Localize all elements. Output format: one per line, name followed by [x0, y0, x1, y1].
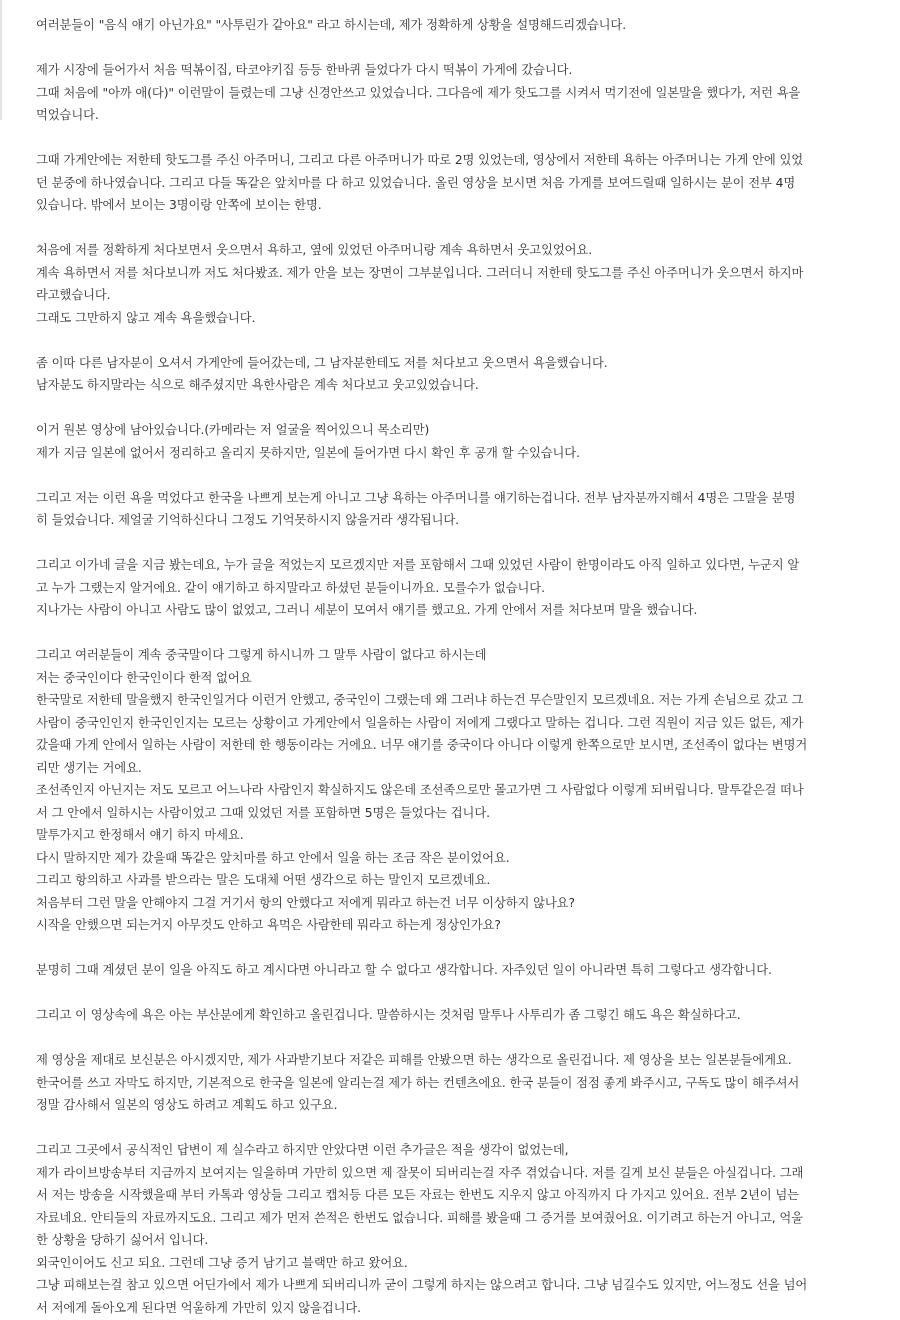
text-line: 지나가는 사람이 아니고 사람도 많이 없었고, 그러니 세분이 모여서 얘기를 했고요. 가게 안에서 저를 처다보며 말을 했습니다.	[36, 603, 698, 617]
paragraph-spacer	[36, 217, 856, 240]
text-line: 그리고 여러분들이 계속 중국말이다 그렇게 하시니까 그 말투 사람이 없다고 하시는데	[36, 648, 487, 662]
text-line: 좀 이따 다른 남자분이 오셔서 가게안에 들어갔는데, 그 남자분한테도 저를 처다보고 웃으면서 욕을했습니다.	[36, 355, 608, 370]
paragraph-spacer	[36, 37, 856, 60]
text-line: 있습니다. 밖에서 보이는 3명이랑 안쪽에 보이는 한명.	[36, 198, 322, 212]
text-line: 고 누가 그랬는지 알거에요. 같이 얘기하고 하지말라고 하셨던 분들이니까요. 모를수가 없습니다.	[36, 580, 545, 595]
text-line: 그리고 이 영상속에 욕은 아는 부산분에게 확인하고 올린겁니다. 말씀하시는 것처럼 말투나 사투리가 좀 그렇긴 해도 욕은 확실하다고.	[36, 1008, 741, 1022]
text-line: 그리고 이가네 글을 지금 봤는데요, 누가 글을 적었는지 모르겠지만 저를 포함해서 그때 있었던 사람이 한명이라도 아직 일하고 있다면, 누군지 알	[36, 558, 800, 572]
paragraph-spacer	[36, 1027, 856, 1050]
text-line: 그때 가게안에는 저한테 핫도그를 주신 아주머니, 그리고 다른 아주머니가 따로 2명 있었는데, 영상에서 저한테 욕하는 아주머니는 가게 안에 있었	[36, 153, 804, 167]
paragraph-spacer	[36, 464, 856, 487]
paragraph-spacer	[36, 532, 856, 555]
text-line: 처음에 저를 정확하게 처다보면서 웃으면서 욕하고, 옆에 있었던 아주머니랑 계속 욕하면서 웃고있었어요.	[36, 243, 593, 257]
post-body	[36, 14, 856, 1319]
paragraph-spacer	[36, 127, 856, 150]
text-line: 그냥 피해보는걸 참고 있으면 어딘가에서 제가 나쁘게 되버리니까 굳이 그렇게 하지는 않으려고 합니다. 그냥 넘길수도 있지만, 어느정도 선을 넘어	[36, 1278, 808, 1292]
paragraph-spacer	[36, 397, 856, 420]
text-line: 처음부터 그런 말을 안해야지 그걸 거기서 항의 안했다고 저에게 뭐라고 하는건 너무 이상하지 않나요?	[36, 895, 575, 910]
text-line: 외국인이어도 신고 되요. 그런데 그냥 증거 남기고 블랙만 하고 왔어요.	[36, 1255, 408, 1270]
text-line: 그리고 저는 이런 욕을 먹었다고 한국을 나쁘게 보는게 아니고 그냥 욕하는 아주머니를 얘기하는겁니다. 전부 남자분까지해서 4명은 그말을 분명	[36, 490, 796, 505]
text-line: 제가 라이브방송부터 지금까지 보여지는 일을하며 가만히 있으면 제 잘못이 되버리는걸 자주 겪었습니다. 저를 길게 보신 분들은 아실겁니다. 그래	[36, 1165, 804, 1180]
text-line: 먹었습니다.	[36, 108, 99, 122]
text-line: 여러분들이 "음식 얘기 아닌가요" "사투린가 같아요" 라고 하시는데, 제가 정확하게 상황을 설명해드리겠습니다.	[36, 18, 627, 32]
text-line: 저는 중국인이다 한국인이다 한적 없어요	[36, 670, 252, 685]
text-line: 갔을때 가게 안에서 일하는 사람이 저한테 한 행동이라는 거에요. 너무 얘기를 중국이다 아니다 이렇게 한쪽으로만 보시면, 조선족이 없다는 변명거	[36, 738, 808, 752]
text-line: 이거 원본 영상에 남아있습니다.(카메라는 저 얼굴을 찍어있으니 목소리만)	[36, 423, 430, 437]
text-line: 그리고 그곳에서 공식적인 답변이 제 실수라고 하지만 안았다면 이런 추가글은 적을 생각이 없었는데,	[36, 1143, 569, 1157]
paragraph-spacer	[36, 982, 856, 1005]
text-line: 계속 욕하면서 저를 처다보니까 저도 처다봤죠. 제가 안을 보는 장면이 그부분입니다. 그러더니 저한테 핫도그를 주신 아주머니가 웃으면서 하지마	[36, 265, 804, 280]
paragraph-spacer	[36, 329, 856, 352]
text-line: 한국말로 저한테 말을했지 한국인일거다 이런거 안했고, 중국인이 그랬는데 왜 그러냐 하는건 무슨말인지 모르겠네요. 저는 가게 손님으로 갔고 그	[36, 693, 804, 707]
text-line: 그리고 항의하고 사과를 받으라는 말은 도대체 어떤 생각으로 하는 말인지 모르겠네요.	[36, 873, 491, 887]
paragraph-spacer	[36, 937, 856, 960]
text-line: 제 영상을 제대로 보신분은 아시겠지만, 제가 사과받기보다 저같은 피해를 안봤으면 하는 생각으로 올린겁니다. 제 영상을 보는 일본분들에게요.	[36, 1053, 792, 1067]
text-line: 남자분도 하지말라는 식으로 해주셨지만 욕한사람은 계속 처다보고 웃고있었습니다.	[36, 378, 479, 392]
text-line: 서 저는 방송을 시작했을때 부터 카톡과 영상들 그리고 캡처등 다른 모든 자료는 한번도 지우지 않고 아직까지 다 가지고 있어요. 전부 2년이 넘는	[36, 1188, 799, 1202]
text-line: 분명히 그때 계셨던 분이 일을 아직도 하고 계시다면 아니라고 할 수 없다고 생각합니다. 자주있던 일이 아니라면 특히 그렇다고 생각합니다.	[36, 963, 772, 977]
text-line: 그래도 그만하지 않고 계속 욕을했습니다.	[36, 310, 256, 325]
text-line: 서 저에게 돌아오게 된다면 억울하게 가만히 있지 않을겁니다.	[36, 1300, 361, 1315]
text-line: 한국어를 쓰고 자막도 하지만, 기본적으로 한국을 일본에 알리는걸 제가 하는 컨텐츠에요. 한국 분들이 점점 좋게 봐주시고, 구독도 많이 해주셔서	[36, 1075, 800, 1090]
text-line: 사람이 중국인인지 한국인인지는 모르는 상황이고 가게안에서 일을하는 사람이 저에게 그랬다고 말하는 겁니다. 그런 직원이 지금 있든 없든, 제가	[36, 715, 804, 730]
text-line: 정말 감사해서 일본의 영상도 하려고 계획도 하고 있구요.	[36, 1098, 338, 1112]
text-line: 다시 말하지만 제가 갔을때 똑같은 앞치마를 하고 안에서 일을 하는 조금 작은 분이었어요.	[36, 850, 510, 865]
text-line: 라고했습니다.	[36, 288, 111, 302]
text-line: 자료네요. 안티들의 자료까지도요. 그리고 제가 먼저 쓴적은 한번도 없습니다. 피해를 봤을때 그 증거를 보여줬어요. 이기려고 하는거 아니고, 억울	[36, 1210, 803, 1225]
text-line: 제가 시장에 들어가서 처음 떡볶이집, 타코야키집 등등 한바퀴 들었다가 다시 떡볶이 가게에 갔습니다.	[36, 63, 573, 77]
text-line: 리만 생기는 거에요.	[36, 760, 142, 775]
text-line: 던 분중에 하나였습니다. 그리고 다들 똑같은 앞치마를 다 하고 있었습니다. 올린 영상을 보시면 처음 가게를 보여드릴때 일하시는 분이 전부 4명	[36, 175, 796, 190]
paragraph-spacer	[36, 1117, 856, 1140]
text-line: 서 그 안에서 일하시는 사람이었고 그때 있었던 저를 포함하면 5명은 들었다는 겁니다.	[36, 805, 490, 820]
text-line: 조선족인지 아닌지는 저도 모르고 어느나라 사람인지 확실하지도 않은데 조선족으로만 몰고가면 그 사람없다 이렇게 되버립니다. 말투같은걸 떠나	[36, 783, 804, 797]
paragraph-spacer	[36, 622, 856, 645]
text-line: 말투가지고 한정해서 얘기 하지 마세요.	[36, 828, 244, 842]
text-line: 히 들었습니다. 제얼굴 기억하신다니 그정도 기억못하시지 않을거라 생각됩니다.	[36, 513, 459, 527]
text-line: 제가 지금 일본에 없어서 정리하고 올리지 못하지만, 일본에 들어가면 다시 확인 후 공개 할 수있습니다.	[36, 445, 580, 460]
text-line: 시작을 안했으면 되는거지 아무것도 안하고 욕먹은 사람한테 뭐라고 하는게 정상인가요?	[36, 918, 501, 932]
text-line: 그때 처음에 "아까 애(다)" 이런말이 들렸는데 그냥 신경안쓰고 있었습니다. 그다음에 제가 핫도그를 시켜서 먹기전에 일본말을 했다가, 저런 욕을	[36, 85, 801, 100]
text-line: 한 상황을 당하기 싫어서 입니다.	[36, 1233, 209, 1247]
left-border-rule	[0, 0, 2, 120]
